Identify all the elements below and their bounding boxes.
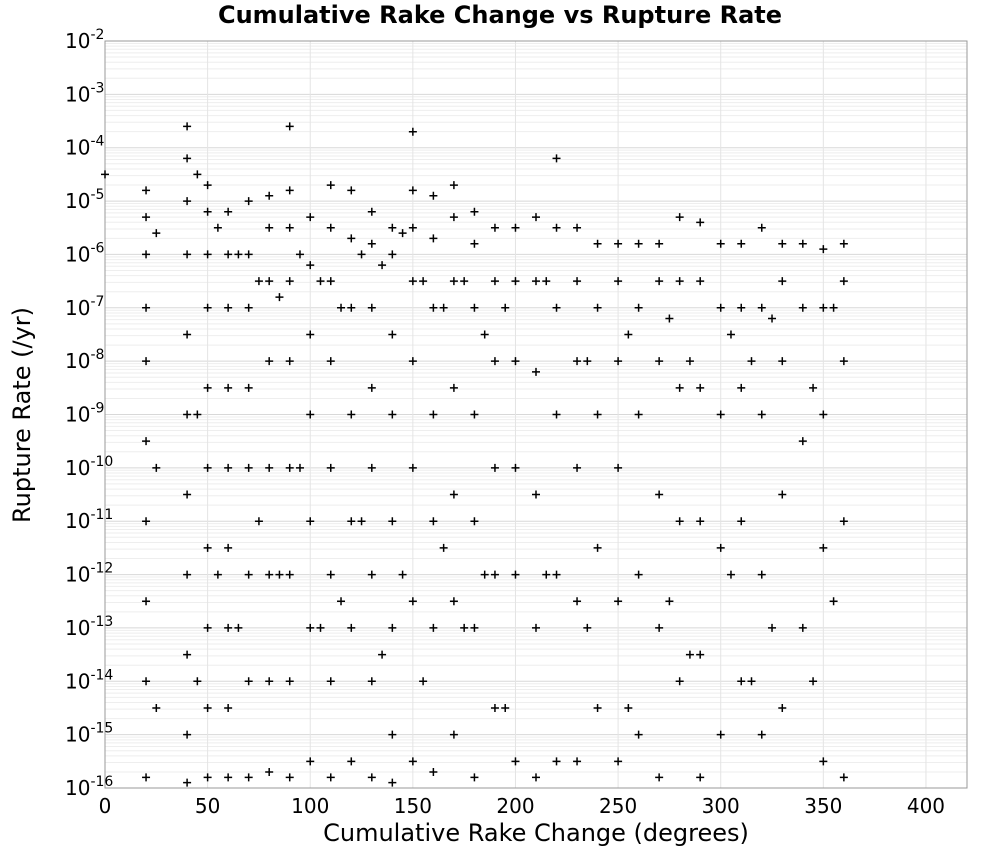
- y-tick-label: $10^{-12}$: [65, 560, 114, 587]
- y-tick-label: $10^{-15}$: [65, 720, 114, 747]
- x-tick-label: 300: [701, 794, 740, 818]
- y-tick-label: $10^{-3}$: [65, 80, 105, 107]
- x-tick-label: 150: [393, 794, 432, 818]
- x-tick-label: 350: [804, 794, 843, 818]
- y-tick-label: $10^{-14}$: [65, 667, 114, 694]
- y-tick-label: $10^{-10}$: [65, 453, 114, 480]
- y-axis-label: Rupture Rate (/yr): [8, 307, 36, 523]
- y-tick-label: $10^{-16}$: [65, 774, 114, 800]
- y-tick-label: $10^{-2}$: [65, 27, 105, 53]
- y-tick-label: $10^{-5}$: [65, 187, 105, 214]
- x-axis-label: Cumulative Rake Change (degrees): [323, 819, 749, 847]
- x-tick-label: 50: [194, 794, 221, 818]
- y-tick-label: $10^{-11}$: [65, 507, 114, 534]
- y-tick-label: $10^{-13}$: [65, 613, 114, 640]
- y-tick-label: $10^{-9}$: [65, 400, 105, 427]
- chart-title: Cumulative Rake Change vs Rupture Rate: [217, 1, 783, 29]
- y-tick-label: $10^{-8}$: [65, 347, 105, 374]
- x-tick-label: 400: [906, 794, 946, 818]
- x-tick-label: 200: [496, 794, 535, 818]
- y-tick-label: $10^{-6}$: [65, 240, 105, 267]
- y-tick-label: $10^{-4}$: [65, 133, 105, 160]
- x-tick-label: 100: [291, 794, 330, 818]
- x-tick-label: 250: [599, 794, 638, 818]
- x-tick-label: 0: [98, 794, 112, 818]
- y-tick-label: $10^{-7}$: [65, 293, 105, 320]
